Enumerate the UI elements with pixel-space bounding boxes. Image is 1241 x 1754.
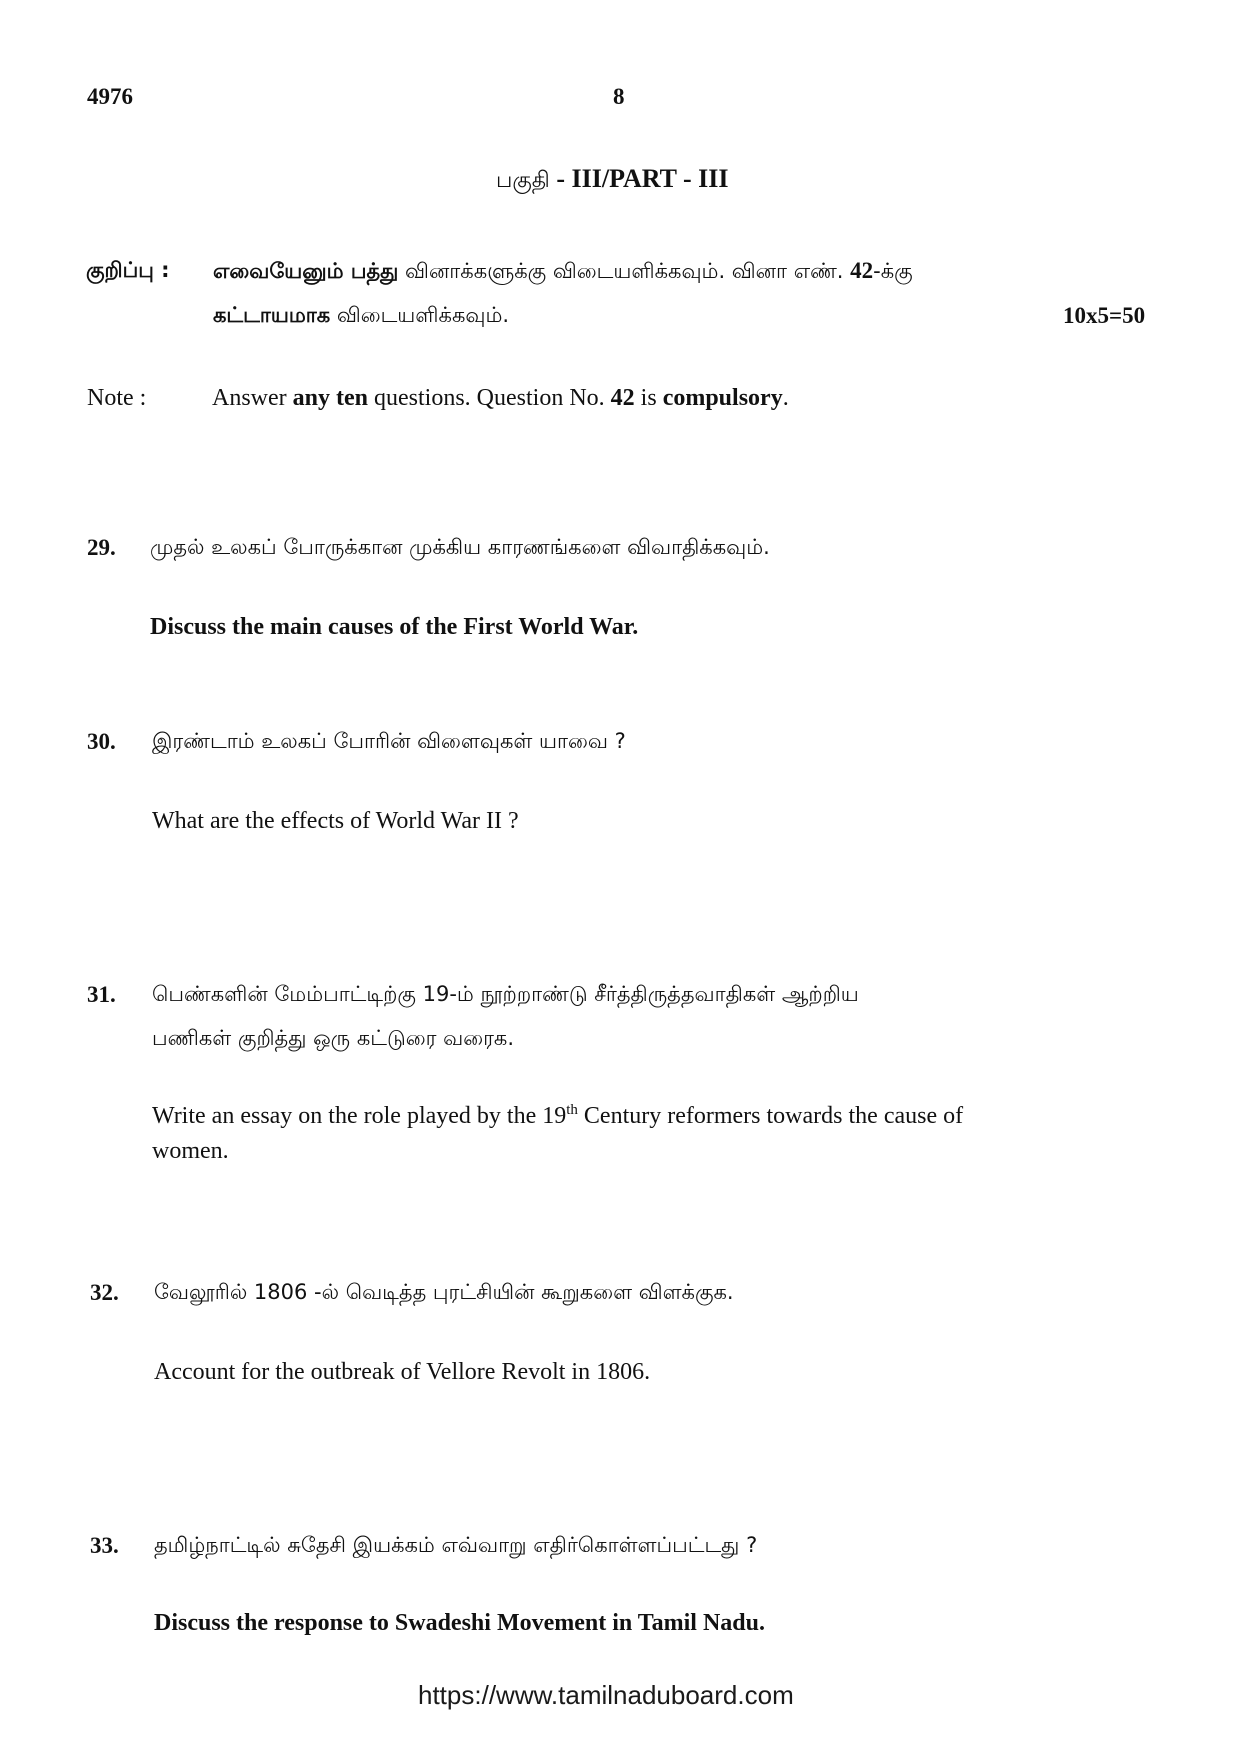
note-label: Note :	[87, 385, 147, 411]
instruction-label: குறிப்பு :	[86, 258, 170, 282]
instruction-line-2-text: விடையளிக்கவும்.	[330, 303, 510, 327]
note-text-part: Answer	[212, 385, 293, 411]
question-tamil-line-2: பணிகள் குறித்து ஒரு கட்டுரை வரைக.	[152, 1026, 515, 1050]
question-number: 30.	[87, 729, 116, 754]
instruction-line-1-text: வினாக்களுக்கு விடையளிக்கவும். வினா எண்.	[398, 259, 851, 283]
note-compulsory: compulsory	[662, 385, 783, 411]
question-tamil-line-1: பெண்களின் மேம்பாட்டிற்கு 19-ம் நூற்றாண்டு சீர்த்திருத்தவாதிகள் ஆற்றிய	[152, 982, 859, 1006]
question-number: 33.	[90, 1533, 119, 1558]
question-english-superscript: th	[566, 1102, 578, 1118]
instruction-line-1-end: -க்கு	[873, 259, 913, 283]
instruction-compulsory: கட்டாயமாக	[213, 303, 331, 327]
paper-code: 4976	[87, 84, 133, 109]
part-title-english: - III/PART - III	[549, 164, 729, 193]
instruction-line-1	[213, 258, 913, 286]
question-english: Account for the outbreak of Vellore Revolt in 1806.	[154, 1359, 651, 1385]
note-text-part: questions. Question No.	[368, 385, 611, 411]
question-tamil: வேலூரில் 1806 -ல் வெடித்த புரட்சியின் கூறுகளை விளக்குக.	[154, 1280, 734, 1304]
question-number: 32.	[90, 1280, 119, 1305]
question-tamil: முதல் உலகப் போருக்கான முக்கிய காரணங்களை விவாதிக்கவும்.	[150, 535, 770, 559]
question-english: Discuss the response to Swadeshi Movement in Tamil Nadu.	[154, 1610, 765, 1636]
instruction-question-number: 42	[850, 258, 874, 283]
question-tamil: தமிழ்நாட்டில் சுதேசி இயக்கம் எவ்வாறு எதிர்கொள்ளப்பட்டது ?	[154, 1533, 758, 1557]
marks-scheme: 10x5=50	[1063, 303, 1146, 328]
question-english-pre: Write an essay on the role played by the 19	[152, 1103, 567, 1129]
question-number: 31.	[87, 982, 116, 1007]
question-english-line-2: women.	[152, 1138, 229, 1164]
note-text-part: is	[634, 385, 663, 411]
footer-url[interactable]: https://www.tamilnaduboard.com	[418, 1680, 794, 1710]
page-number: 8	[613, 84, 625, 109]
note-any-ten: any ten	[292, 385, 368, 411]
question-english: Discuss the main causes of the First World War.	[150, 614, 639, 640]
part-title-tamil: பகுதி	[496, 168, 550, 193]
question-english-line-1	[152, 1102, 963, 1130]
question-english: What are the effects of World War II ?	[152, 808, 519, 834]
note-text-part: .	[782, 385, 789, 411]
question-tamil: இரண்டாம் உலகப் போரின் விளைவுகள் யாவை ?	[152, 729, 626, 753]
question-number: 29.	[87, 535, 116, 560]
instruction-line-2	[213, 303, 509, 330]
note-text	[212, 385, 789, 412]
note-question-number: 42	[610, 385, 635, 411]
instruction-any-ten: எவையேனும் பத்து	[213, 259, 399, 283]
question-english-post: Century reformers towards the cause of	[577, 1103, 964, 1129]
part-title	[496, 164, 729, 196]
